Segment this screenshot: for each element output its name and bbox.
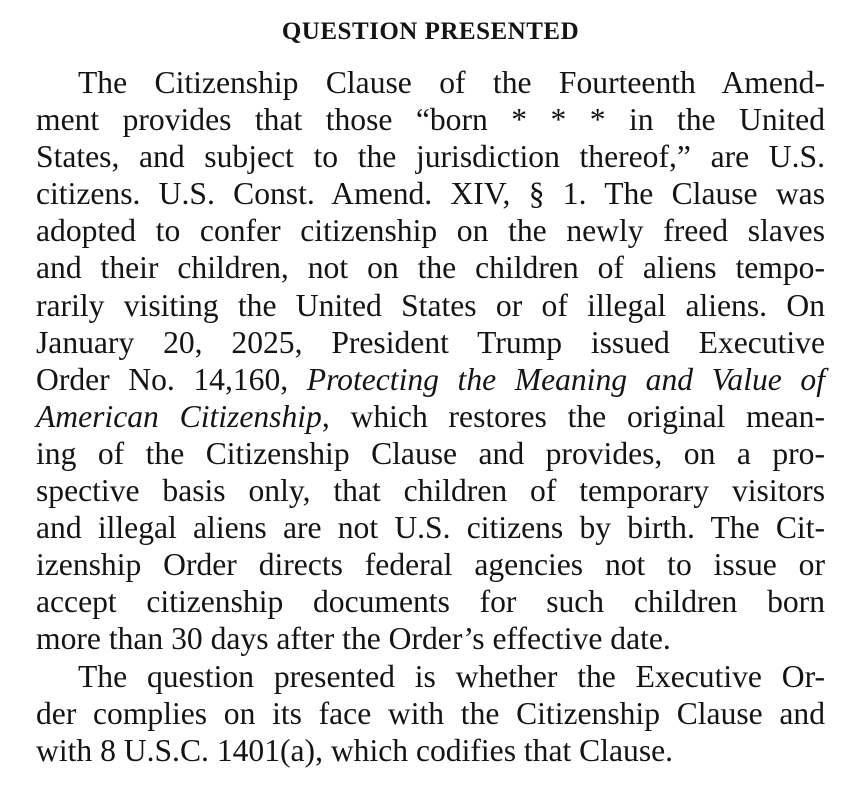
text-segment: , which restores the original mean-	[321, 398, 825, 434]
text-line: January 20, 2025, President Trump issued Executive	[36, 324, 825, 360]
text-line: The Citizenship Clause of the Fourteenth Amend-	[78, 65, 825, 100]
document-page	[36, 0, 825, 769]
text-line: with 8 U.S.C. 1401(a), which codifies that Clause.	[36, 732, 674, 768]
paragraph-question-presented	[36, 658, 825, 769]
text-line: accept citizenship documents for such children born	[36, 584, 825, 620]
text-segment: Order No. 14,160,	[36, 361, 307, 397]
text-line: izenship Order directs federal agencies not to issue or	[36, 547, 825, 583]
text-line	[36, 361, 825, 398]
text-line: adopted to confer citizenship on the newly freed slaves	[36, 213, 825, 249]
text-line: more than 30 days after the Order’s effective date.	[36, 621, 671, 657]
paragraph-question-background	[36, 64, 825, 658]
text-line: and illegal aliens are not U.S. citizens by birth. The Cit-	[36, 510, 825, 546]
text-line: and their children, not on the children of aliens tempo-	[36, 250, 825, 286]
text-line: States, and subject to the jurisdiction thereof,” are U.S.	[36, 139, 825, 175]
text-line: The question presented is whether the Executive Or-	[78, 658, 825, 694]
text-line: rarily visiting the United States or of illegal aliens. On	[36, 287, 825, 323]
text-line: der complies on its face with the Citizenship Clause and	[36, 695, 825, 731]
text-line: citizens. U.S. Const. Amend. XIV, § 1. The Clause was	[36, 176, 825, 212]
section-heading: QUESTION PRESENTED	[281, 18, 580, 45]
text-line: ment provides that those “born * * * in the United	[36, 102, 825, 138]
executive-order-title-part1: Protecting the Meaning and Value of	[306, 361, 825, 397]
text-line: spective basis only, that children of temporary visitors	[36, 473, 825, 509]
executive-order-title-part2: American Citizenship	[36, 398, 322, 434]
text-line	[36, 398, 825, 435]
text-line: ing of the Citizenship Clause and provides, on a pro-	[36, 435, 825, 471]
